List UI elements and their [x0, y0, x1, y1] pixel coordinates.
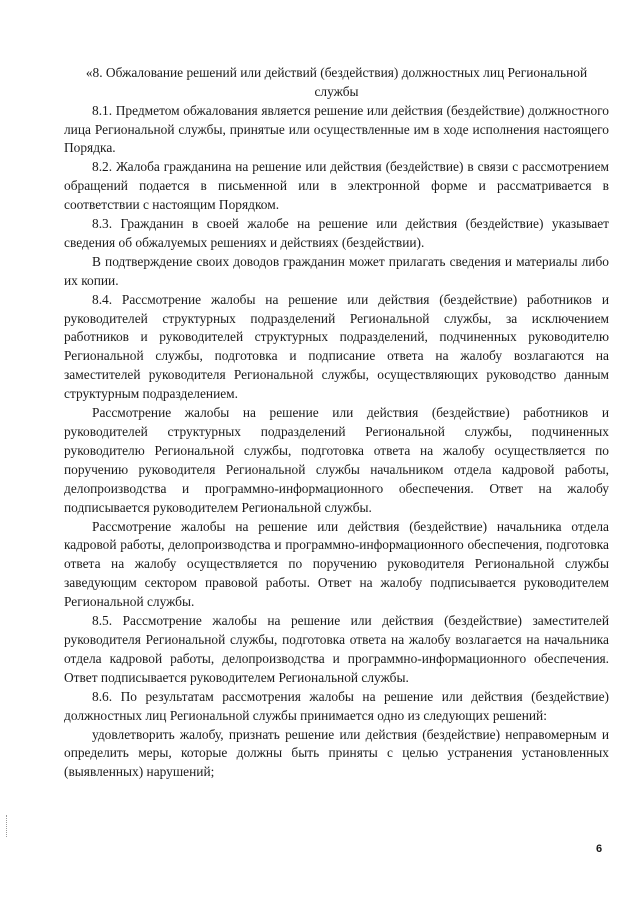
paragraph-8-1: 8.1. Предметом обжалования является решение или действия (бездействие) должностного лица Региональной службы, принятые или осуществленные им в ходе исполнения настоящего Порядка.: [64, 102, 609, 156]
section-heading: «8. Обжалование решений или действий (бездействия) должностных лиц Региональной службы: [85, 65, 588, 99]
paragraph-8-4: 8.4. Рассмотрение жалобы на решение или действия (бездействие) работников и руководителей структурных подразделений Региональной службы, за исключением работников и руководителей структурных подразделений, подчиненных руководителю Региональной службы, подготовка и подписание ответа на жалобу возлагаются на заместителей руководителя Региональной службы, осуществляющих руководство данным структурным подразделением.: [64, 291, 609, 402]
paragraph-8-4-subordinates: Рассмотрение жалобы на решение или действия (бездействие) работников и руководителей структурных подразделений Региональной службы, подчиненных руководителю Региональной службы, подготовка ответа на жалобу осуществляется по поручению руководителя Региональной службы начальником отдела кадровой работы, делопроизводства и программно-информационного обеспечения. Ответ на жалобу подписывается руководителем Региональной службы.: [64, 405, 609, 515]
paragraph-8-5: 8.5. Рассмотрение жалобы на решение или действия (бездействие) заместителей руководителя Региональной службы, подготовка ответа на жалобу возлагается на начальника отдела кадровой работы, делопроизводства и программно-информационного обеспечения. Ответ подписывается руководителем Региональной службы.: [64, 613, 609, 685]
paragraph-8-2: 8.2. Жалоба гражданина на решение или действия (бездействие) в связи с рассмотрением обращений подается в письменной или в электронной форме и рассматривается в соответствии с настоящим Порядком.: [64, 159, 609, 213]
scan-artifact-mark: [6, 815, 9, 837]
page-number: 6: [596, 843, 603, 855]
paragraph-8-3: 8.3. Гражданин в своей жалобе на решение или действия (бездействие) указывает сведения об обжалуемых решениях и действиях (бездействии).: [64, 216, 609, 250]
paragraph-8-6-option-satisfy: удовлетворить жалобу, признать решение или действия (бездействие) неправомерным и определить меры, которые должны быть приняты с целью устранения установленных (выявленных) нарушений;: [64, 726, 609, 780]
paragraph-8-4-department-head: Рассмотрение жалобы на решение или действия (бездействие) начальника отдела кадровой работы, делопроизводства и программно-информационного обеспечения, подготовка ответа на жалобу осуществляется по поручению руководителя Региональной службы заведующим сектором правовой работы. Ответ на жалобу подписывается руководителем Региональной службы.: [64, 518, 609, 610]
document-body: [64, 64, 609, 782]
paragraph-8-6: 8.6. По результатам рассмотрения жалобы на решение или действия (бездействие) должностных лиц Региональной службы принимается одно из следующих решений:: [64, 688, 609, 723]
paragraph-8-3-evidence: В подтверждение своих доводов гражданин может прилагать сведения и материалы либо их копии.: [64, 253, 609, 288]
